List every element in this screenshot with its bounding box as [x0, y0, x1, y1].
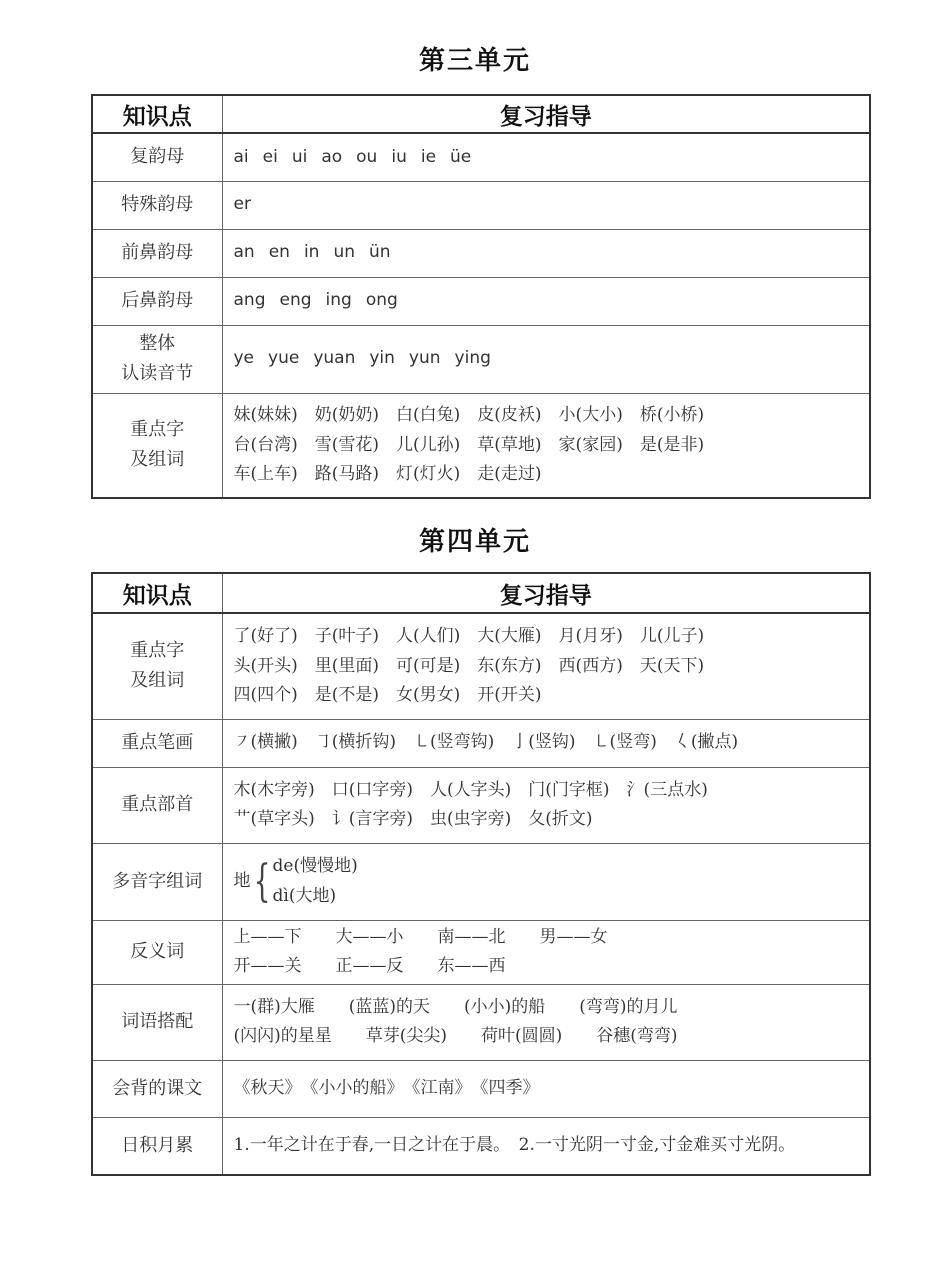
pinyin-item: yin [369, 348, 395, 369]
unit3-table [91, 94, 871, 499]
pinyin-item: iu [391, 146, 407, 167]
table-row [92, 277, 870, 325]
table-header [92, 573, 870, 613]
reading-line: de(慢慢地) [272, 856, 358, 876]
pinyin-item: ang [233, 290, 266, 311]
table-row [92, 1117, 870, 1175]
pinyin-item: ou [356, 146, 378, 167]
pinyin-item: ing [325, 290, 352, 311]
row-content [222, 181, 870, 229]
table-row [92, 719, 870, 767]
table-header [92, 95, 870, 133]
pinyin-item: ye [233, 348, 255, 369]
content-line: 车(上车) 路(马路) 灯(灯火) 走(走过) [233, 464, 542, 484]
row-content [222, 133, 870, 181]
row-content [222, 767, 870, 843]
content-line: (闪闪)的星星 草芽(尖尖) 荷叶(圆圆) 谷穗(弯弯) [233, 1026, 678, 1046]
header-knowledge-point: 知识点 [92, 573, 222, 613]
row-label: 特殊韵母 [92, 181, 222, 229]
reading-line: dì(大地) [272, 885, 337, 906]
pinyin-item: ei [262, 146, 278, 167]
pinyin-item: eng [279, 290, 312, 311]
row-label: 多音字组词 [92, 843, 222, 920]
row-content [222, 1060, 870, 1117]
pinyin-item: un [333, 242, 355, 263]
pinyin-item: yue [268, 348, 300, 369]
table-row [92, 920, 870, 984]
content-line: 了(好了) 子(叶子) 人(人们) 大(大雁) 月(月牙) 儿(儿子) [233, 626, 705, 646]
content-line: 头(开头) 里(里面) 可(可是) 东(东方) 西(西方) 天(天下) [233, 655, 705, 676]
row-label: 复韵母 [92, 133, 222, 181]
pinyin-item: ün [369, 242, 391, 263]
row-content [222, 393, 870, 498]
row-content [222, 1117, 870, 1175]
pinyin-item: yun [408, 348, 441, 369]
pinyin-item: ong [365, 290, 398, 311]
unit4-title: 第四单元 [418, 527, 531, 557]
row-content [222, 984, 870, 1060]
unit4-table [91, 572, 871, 1176]
pinyin-item: er [233, 194, 251, 215]
pinyin-item: ying [454, 348, 491, 369]
pinyin-item: en [268, 242, 290, 263]
header-knowledge-point: 知识点 [92, 95, 222, 133]
content-line: 1.一年之计在于春,一日之计在于晨。 2.一寸光阴一寸金,寸金难买寸光阴。 [233, 1135, 796, 1155]
pinyin-item: yuan [313, 348, 356, 369]
table-row [92, 133, 870, 181]
content-line: 木(木字旁) 口(口字旁) 人(人字头) 门(门字框) 氵(三点水) [233, 779, 708, 800]
content-line: 艹(草字头) 讠(言字旁) 虫(虫字旁) 夂(折文) [233, 809, 593, 829]
row-label: 重点部首 [92, 767, 222, 843]
content-line: 台(台湾) 雪(雪花) 儿(儿孙) 草(草地) 家(家园) 是(是非) [233, 434, 705, 455]
table-row [92, 1060, 870, 1117]
row-label: 日积月累 [92, 1117, 222, 1175]
row-content [222, 719, 870, 767]
table-row [92, 613, 870, 719]
row-label: 会背的课文 [92, 1060, 222, 1117]
content-line: ㇇(横撇) ㇆(横折钩) ㇄(竖弯钩) 亅(竖钩) ㇄(竖弯) 𡿨(撇点) [233, 732, 739, 753]
table-row [92, 984, 870, 1060]
unit3-title: 第三单元 [418, 46, 531, 76]
content-line: 四(四个) 是(不是) 女(男女) 开(开关) [233, 685, 542, 705]
row-label: 重点字 及组词 [92, 393, 222, 498]
row-label: 后鼻韵母 [92, 277, 222, 325]
row-content [222, 277, 870, 325]
pinyin-item: ui [291, 146, 308, 167]
polyphone-char: 地 [233, 870, 251, 891]
pinyin-item: ai [233, 146, 249, 167]
row-content [222, 613, 870, 719]
polyphone-group [234, 852, 870, 911]
row-content [222, 920, 870, 984]
pinyin-item: ie [420, 146, 437, 167]
row-label: 重点笔画 [92, 719, 222, 767]
row-content [222, 229, 870, 277]
pinyin-item: ao [321, 146, 343, 167]
header-review-guide: 复习指导 [222, 95, 870, 133]
pinyin-item: an [233, 242, 255, 263]
row-content [222, 843, 870, 920]
row-label: 前鼻韵母 [92, 229, 222, 277]
table-row [92, 843, 870, 920]
brace-icon: { [253, 855, 270, 907]
table-row [92, 393, 870, 498]
content-line: 开——关 正——反 东——西 [233, 956, 506, 976]
pinyin-item: in [303, 242, 320, 263]
row-label: 词语搭配 [92, 984, 222, 1060]
content-line: 上——下 大——小 南——北 男——女 [233, 926, 608, 947]
header-review-guide: 复习指导 [222, 573, 870, 613]
pinyin-item: üe [450, 146, 472, 167]
row-label: 反义词 [92, 920, 222, 984]
content-line: 妹(妹妹) 奶(奶奶) 白(白兔) 皮(皮袄) 小(大小) 桥(小桥) [233, 405, 705, 425]
table-row [92, 181, 870, 229]
table-row [92, 229, 870, 277]
table-row [92, 767, 870, 843]
content-line: 《秋天》 《小小的船》 《江南》 《四季》 [233, 1077, 540, 1098]
table-row [92, 325, 870, 393]
row-content [222, 325, 870, 393]
row-label: 重点字 及组词 [92, 613, 222, 719]
row-label: 整体 认读音节 [92, 325, 222, 393]
polyphone-readings [273, 852, 358, 911]
content-line: 一(群)大雁 (蓝蓝)的天 (小小)的船 (弯弯)的月儿 [233, 996, 678, 1017]
